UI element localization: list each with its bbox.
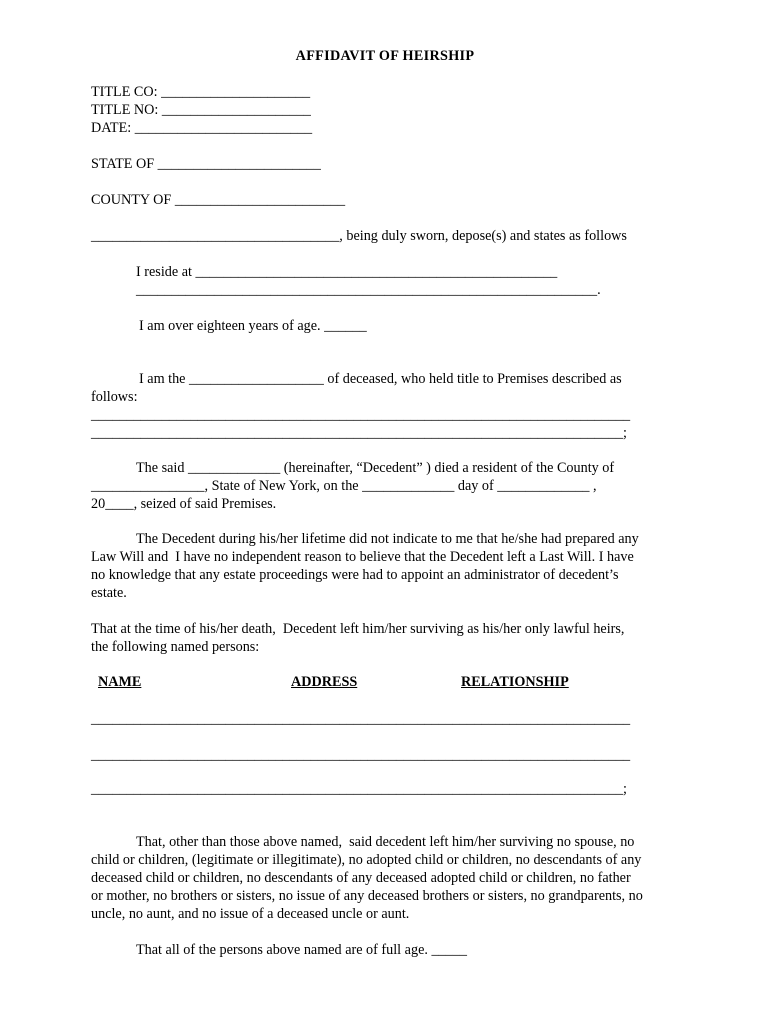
heir-line: ____________________________________________________________________________ xyxy=(91,711,631,727)
date-field: DATE: _________________________ xyxy=(91,120,313,136)
reside-line-1: I reside at ___________________________________________________ xyxy=(136,264,558,280)
other-than-line-3: deceased child or children, no descendants of any deceased adopted child or children, no father xyxy=(91,870,631,886)
premises-line-1: ____________________________________________________________________________ xyxy=(91,407,631,423)
decedent-para-line-2: Law Will and I have no independent reason to believe that the Decedent left a Last Will. I have xyxy=(91,549,634,565)
decedent-para-line-3: no knowledge that any estate proceedings were had to appoint an administrator of decedent’s xyxy=(91,567,619,583)
heir-line: ____________________________________________________________________________ xyxy=(91,747,631,763)
column-header-name: NAME xyxy=(98,674,142,690)
other-than-line-1: That, other than those above named, said decedent left him/her surviving no spouse, no xyxy=(136,834,635,850)
decedent-para-line-4: estate. xyxy=(91,585,127,601)
other-than-line-2: child or children, (legitimate or illegitimate), no adopted child or children, no descendants of any xyxy=(91,852,642,868)
column-header-address: ADDRESS xyxy=(291,674,358,690)
premises-line-2: ___________________________________________________________________________; xyxy=(91,425,627,441)
county-of-field: COUNTY OF ________________________ xyxy=(91,192,346,208)
the-said-line-2: ________________, State of New York, on the _____________ day of _____________ , xyxy=(91,478,597,494)
decedent-para-line-1: The Decedent during his/her lifetime did not indicate to me that he/she had prepared any xyxy=(136,531,639,547)
i-am-the-line-2: follows: xyxy=(91,389,138,405)
the-said-line-3: 20____, seized of said Premises. xyxy=(91,496,277,512)
state-of-field: STATE OF _______________________ xyxy=(91,156,321,172)
over-eighteen-statement: I am over eighteen years of age. ______ xyxy=(139,318,367,334)
reside-line-2: _________________________________________________________________. xyxy=(136,282,601,298)
the-said-line-1: The said _____________ (hereinafter, “Decedent” ) died a resident of the County of xyxy=(136,460,615,476)
column-header-relationship: RELATIONSHIP xyxy=(461,674,569,690)
sworn-statement: ___________________________________, being duly sworn, depose(s) and states as follows xyxy=(91,228,627,244)
other-than-line-5: uncle, no aunt, and no issue of a deceased uncle or aunt. xyxy=(91,906,410,922)
full-age-statement: That all of the persons above named are of full age. _____ xyxy=(136,942,467,958)
other-than-line-4: or mother, no brothers or sisters, no issue of any deceased brothers or sisters, no grandparents, no xyxy=(91,888,643,904)
document-title: AFFIDAVIT OF HEIRSHIP xyxy=(295,48,475,64)
title-co-field: TITLE CO: _____________________ xyxy=(91,84,311,100)
i-am-the-line-1: I am the ___________________ of deceased, who held title to Premises described as xyxy=(139,371,622,387)
heir-line: ___________________________________________________________________________; xyxy=(91,781,627,797)
title-no-field: TITLE NO: _____________________ xyxy=(91,102,311,118)
time-of-death-line-1: That at the time of his/her death, Decedent left him/her surviving as his/her only lawful heirs, xyxy=(91,621,625,637)
time-of-death-line-2: the following named persons: xyxy=(91,639,260,655)
